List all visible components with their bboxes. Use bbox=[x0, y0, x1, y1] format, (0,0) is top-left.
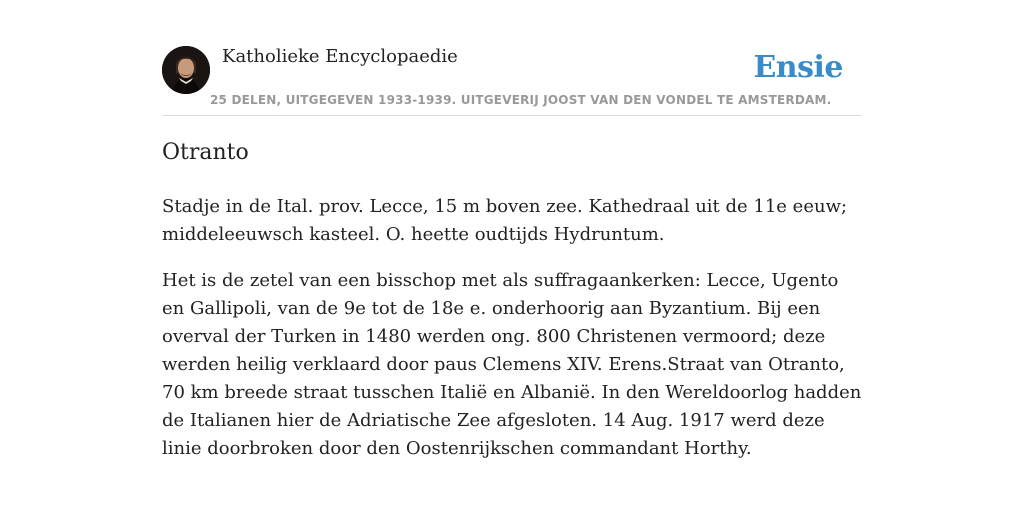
portrait-avatar[interactable] bbox=[162, 46, 210, 94]
publication-subtitle: 25 DELEN, UITGEGEVEN 1933-1939. UITGEVERIJ JOOST VAN DEN VONDEL TE AMSTERDAM. bbox=[210, 93, 832, 107]
article-paragraph: Stadje in de Ital. prov. Lecce, 15 m boven zee. Kathedraal uit de 11e eeuw; middeleeuwsch kasteel. O. heette oudtijds Hydruntum. bbox=[162, 196, 848, 245]
article-title: Otranto bbox=[162, 140, 249, 165]
publication-title[interactable]: Katholieke Encyclopaedie bbox=[222, 46, 458, 67]
portrait-icon bbox=[162, 46, 210, 94]
publication-header bbox=[162, 42, 862, 116]
ensie-logo[interactable]: Ensie bbox=[753, 50, 843, 85]
article-body bbox=[162, 193, 862, 481]
article-paragraph: Het is de zetel van een bisschop met als suffragaankerken: Lecce, Ugento en Gallipoli, van de 9e tot de 18e e. onderhoorig aan Byzantium. Bij een overval der Turken in 1480 werden ong. 800 Christenen vermoord; deze werden heilig verklaard door paus Clemens XIV. Erens.Straat van Otranto, 70 km breede straat tusschen Italië en Albanië. In den Wereldoorlog hadden de Italianen hier de Adriatische Zee afgesloten. 14 Aug. 1917 werd deze linie doorbroken door den Oostenrijkschen commandant Horthy. bbox=[162, 270, 862, 459]
